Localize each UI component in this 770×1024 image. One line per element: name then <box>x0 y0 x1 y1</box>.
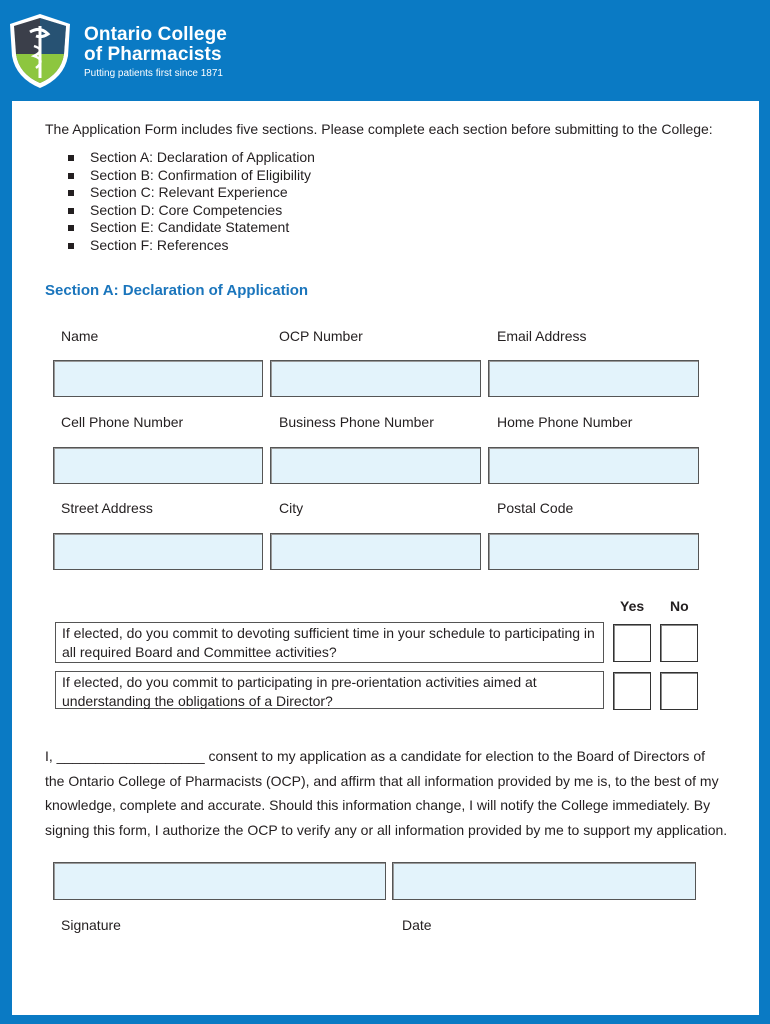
postal-code-label: Postal Code <box>497 500 574 516</box>
email-field[interactable] <box>488 360 699 397</box>
question-2-yes-checkbox[interactable] <box>613 672 651 710</box>
list-item: Section B: Confirmation of Eligibility <box>68 167 315 185</box>
org-name-line2: of Pharmacists <box>84 44 222 65</box>
city-field[interactable] <box>270 533 481 570</box>
bullet-icon <box>68 225 74 231</box>
org-name-line1: Ontario College <box>84 24 227 45</box>
list-item: Section D: Core Competencies <box>68 202 315 220</box>
question-1-no-checkbox[interactable] <box>660 624 698 662</box>
date-label: Date <box>402 917 432 933</box>
question-1-yes-checkbox[interactable] <box>613 624 651 662</box>
street-address-field[interactable] <box>53 533 263 570</box>
name-field[interactable] <box>53 360 263 397</box>
college-shield-logo <box>8 12 72 90</box>
commitment-question-2: If elected, do you commit to participating in pre-orientation activities aimed at understanding the obligations of a Director? <box>55 671 604 709</box>
home-phone-label: Home Phone Number <box>497 414 633 430</box>
postal-code-field[interactable] <box>488 533 699 570</box>
commitment-question-1: If elected, do you commit to devoting sufficient time in your schedule to participating in all required Board and Committee activities? <box>55 622 604 663</box>
name-label: Name <box>61 328 99 344</box>
ocp-number-field[interactable] <box>270 360 481 397</box>
bullet-icon <box>68 190 74 196</box>
signature-field[interactable] <box>53 862 386 900</box>
yes-column-header: Yes <box>620 598 645 614</box>
date-field[interactable] <box>392 862 696 900</box>
email-label: Email Address <box>497 328 587 344</box>
question-2-no-checkbox[interactable] <box>660 672 698 710</box>
form-page <box>12 101 759 1015</box>
no-column-header: No <box>670 598 689 614</box>
city-label: City <box>279 500 304 516</box>
section-a-title: Section A: Declaration of Application <box>45 282 309 299</box>
cell-phone-label: Cell Phone Number <box>61 414 184 430</box>
signature-label: Signature <box>61 917 121 933</box>
home-phone-field[interactable] <box>488 447 699 484</box>
list-item: Section E: Candidate Statement <box>68 219 315 237</box>
header-banner <box>0 0 770 100</box>
business-phone-label: Business Phone Number <box>279 414 434 430</box>
consent-statement: I, ___________________ consent to my application as a candidate for election to the Board of Directors of the Ontario College of Pharmacists (OCP), and affirm that all information provided by me is, to the best of my knowledge, complete and accurate. Should this information change, I will notify the College immediately. By signing this form, I authorize the OCP to verify any or all information provided by me to support my application. <box>45 748 728 838</box>
bullet-icon <box>68 155 74 161</box>
business-phone-field[interactable] <box>270 447 481 484</box>
list-item: Section C: Relevant Experience <box>68 184 315 202</box>
list-item: Section F: References <box>68 237 315 255</box>
intro-text: The Application Form includes five sections. Please complete each section before submitting to the College: <box>45 121 713 137</box>
bullet-icon <box>68 173 74 179</box>
list-item: Section A: Declaration of Application <box>68 149 315 167</box>
org-tagline: Putting patients first since 1871 <box>84 68 223 79</box>
ocp-number-label: OCP Number <box>279 328 363 344</box>
section-list <box>68 149 315 255</box>
street-address-label: Street Address <box>61 500 153 516</box>
bullet-icon <box>68 243 74 249</box>
bullet-icon <box>68 208 74 214</box>
cell-phone-field[interactable] <box>53 447 263 484</box>
